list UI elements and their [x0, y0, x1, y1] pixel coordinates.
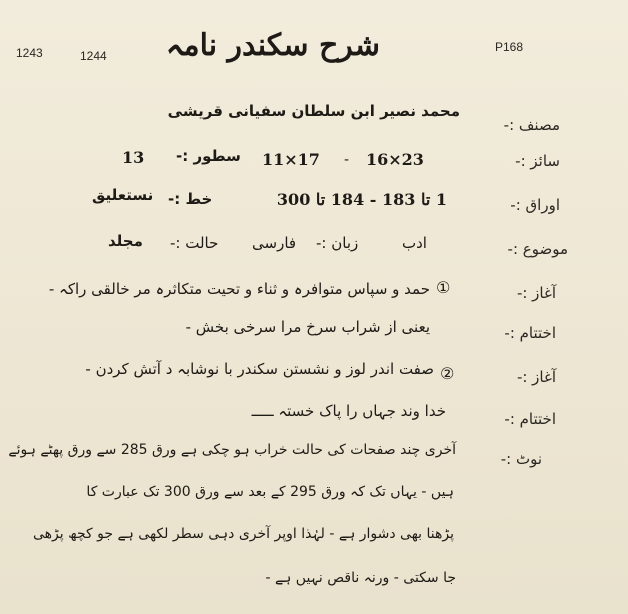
- condition-value: مجلد: [108, 232, 143, 250]
- folio-ranges: 1 تا 183 - 184 تا 300: [276, 190, 447, 209]
- note-line-2: ہیں - یہاں تک کہ ورق 295 کے بعد سے ورق 300 تک عبارت کا: [86, 484, 454, 500]
- note-line-3: پڑھنا بھی دشوار ہے - لہٰذا اوپر آخری دہی سطر لکھی ہے جو کچھ پڑھی: [32, 526, 454, 542]
- note-line-1: آخری چند صفحات کی حالت خراب ہو چکی ہے ورق 285 سے ورق پھٹے ہوئے: [8, 442, 456, 458]
- ending-2-label: اختتام :-: [504, 410, 556, 428]
- subject-label: موضوع :-: [507, 240, 568, 258]
- beginning-2-label: آغاز :-: [516, 368, 556, 386]
- size-dimension-1: 16×23: [366, 150, 424, 169]
- condition-label: حالت :-: [170, 234, 219, 252]
- language-value: فارسی: [252, 234, 297, 252]
- size-dimension-2: 11×17: [262, 150, 320, 169]
- subject-value: ادب: [402, 234, 427, 252]
- language-label: زبان :-: [316, 234, 359, 252]
- beginning-2-text: صفت اندر لوز و نشستن سکندر با نوشابہ د آتش کردن -: [85, 360, 434, 378]
- script-label: خط :-: [168, 190, 213, 208]
- script-value: نستعلیق: [92, 186, 154, 204]
- page-reference: P168: [495, 40, 524, 54]
- author-value: محمد نصیر ابن سلطان سفیانی قریشی: [167, 102, 460, 120]
- size-separator: -: [344, 152, 350, 168]
- beginning-2-marker: ②: [440, 364, 455, 383]
- ending-2-text: خدا وند جہاں را پاک خستہ ـــــ: [251, 402, 446, 420]
- entry-number-left: 1243: [16, 46, 43, 60]
- beginning-1-text: حمد و سپاس متوافرہ و ثناء و تحیت متکاثرہ مر خالقی راکہ -: [48, 280, 430, 298]
- size-label: سائز :-: [515, 152, 560, 170]
- beginning-1-label: آغاز :-: [516, 284, 556, 302]
- page-title: شرح سکندر نامہ: [165, 28, 380, 63]
- lines-value: 13: [122, 148, 145, 167]
- author-label: مصنف :-: [503, 116, 560, 134]
- ending-1-label: اختتام :-: [504, 324, 556, 342]
- note-label: نوٹ :-: [500, 450, 542, 468]
- note-line-4: جا سکتی - ورنہ ناقص نہیں ہے -: [265, 570, 456, 586]
- entry-number-right: 1244: [80, 49, 107, 63]
- folios-label: اوراق :-: [510, 196, 560, 214]
- beginning-1-marker: ①: [436, 278, 451, 297]
- lines-label: سطور :-: [176, 147, 241, 165]
- ending-1-text: یعنی از شراب سرخ مرا سرخی بخش -: [185, 318, 430, 336]
